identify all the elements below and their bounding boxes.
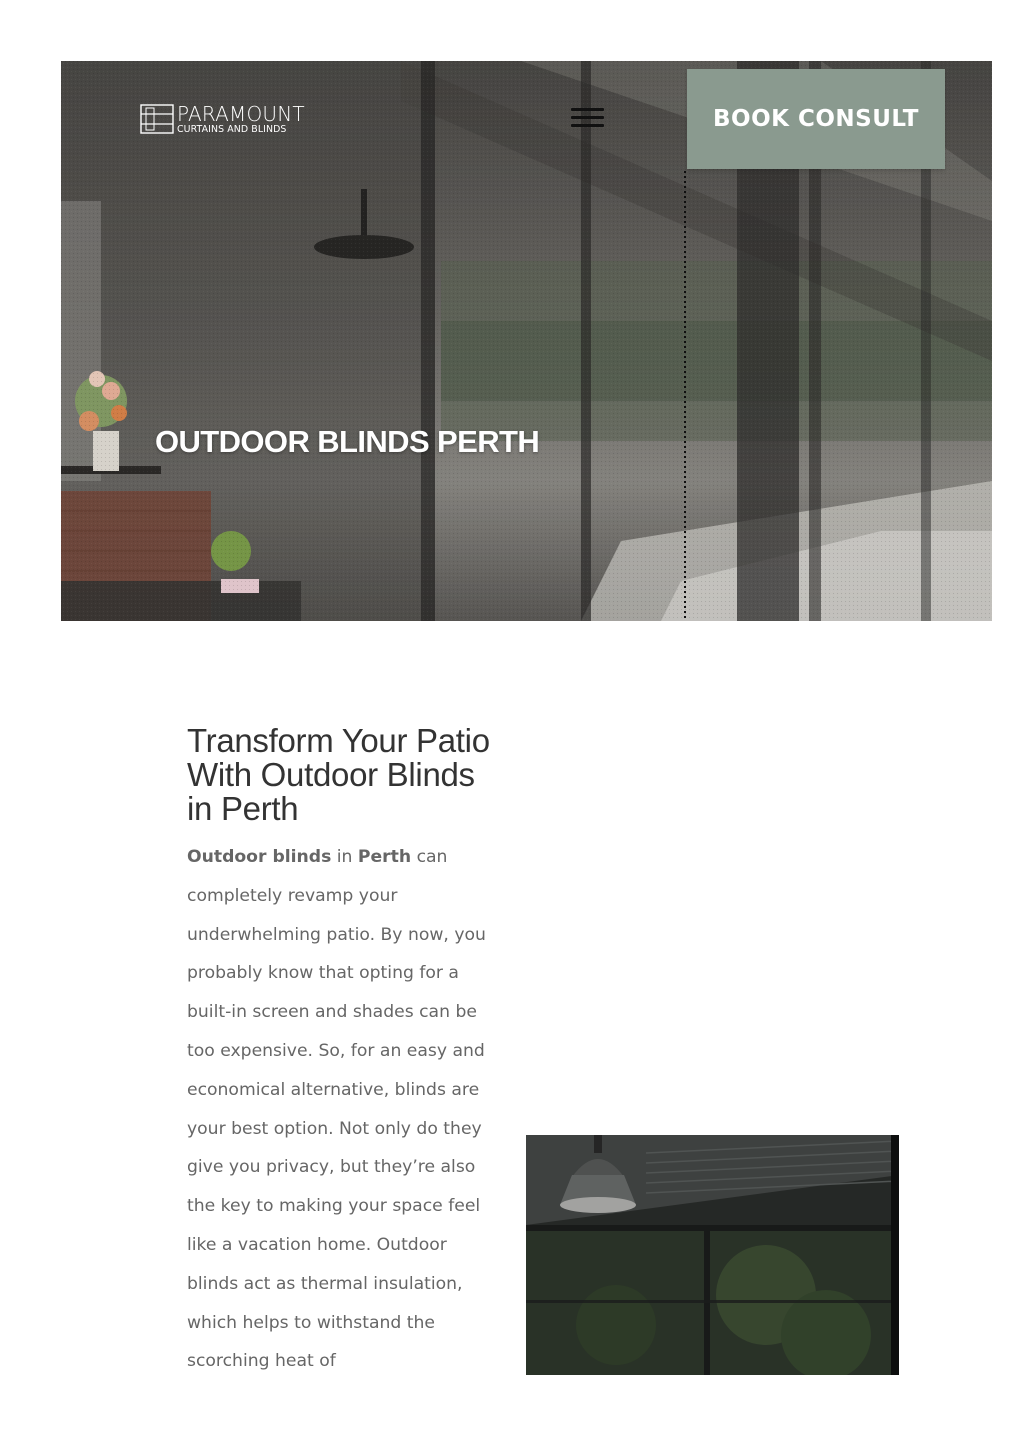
logo-mark-icon [140,104,174,134]
paragraph-text: can completely revamp your underwhelming patio. By now, you probably know that opting for a built-in screen and shades can be too expensive. So, for an easy and economical alternative, blinds are your best option. Not only do they give you privacy, but they’re also the key to making your space feel like a vacation home. Outdoor blinds act as thermal insulation, which helps to withstand the scorching heat of [187,847,486,1372]
book-consult-button[interactable]: BOOK CONSULT [687,69,945,169]
hero-title: OUTDOOR BLINDS PERTH [155,424,540,459]
keyword-perth: Perth [357,847,412,867]
section-heading: Transform Your Patio With Outdoor Blinds in Perth [187,722,490,827]
hamburger-menu-icon[interactable] [571,105,605,131]
hamburger-bar [571,116,604,119]
site-logo[interactable] [140,103,305,135]
section-paragraph [187,838,497,1381]
hamburger-bar [571,124,604,127]
logo-tagline: CURTAINS AND BLINDS [177,123,287,135]
hero-banner [61,61,992,621]
keyword-outdoor-blinds: Outdoor blinds [187,847,332,867]
paragraph-text: in [331,847,358,867]
hamburger-bar [571,108,604,111]
patio-photo-image [526,1135,899,1375]
patio-blinds-photo [526,1135,899,1375]
logo-brand-name: PARAMOUNT [177,101,305,126]
logo-wordmark [177,101,305,135]
